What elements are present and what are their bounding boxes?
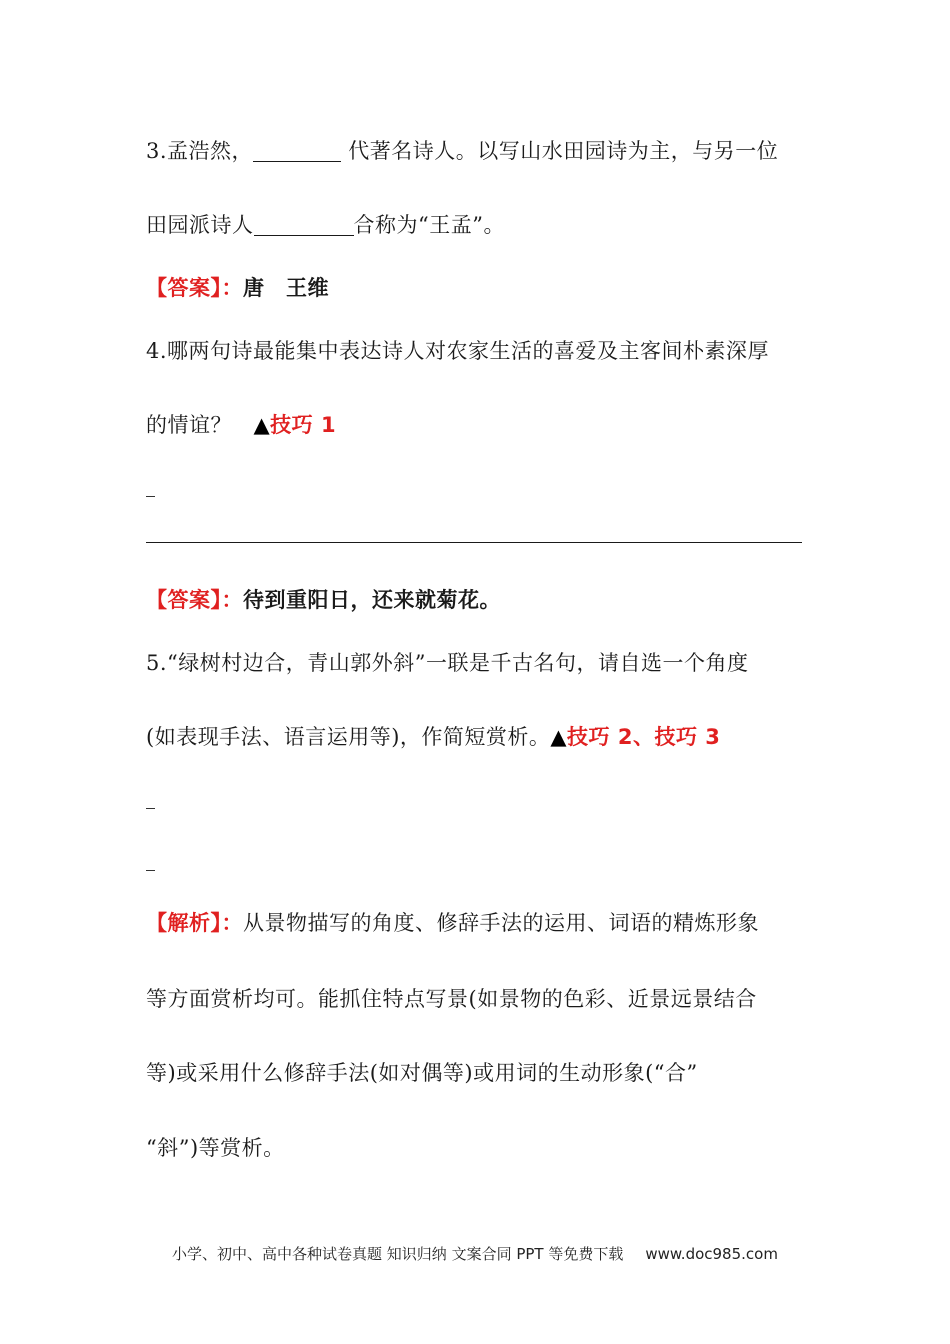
q4-line1: 4.哪两句诗最能集中表达诗人对农家生活的喜爱及主客间朴素深厚	[146, 339, 770, 363]
answer-text: 唐 王维	[243, 276, 329, 300]
q3-mid: 代著名诗人。以写山水田园诗为主，与另一位	[341, 139, 779, 163]
q3-line2	[146, 210, 505, 240]
q4-line2-text: 的情谊？	[146, 413, 254, 437]
q3-line1	[146, 136, 778, 166]
analysis-text: 从景物描写的角度、修辞手法的运用、词语的精炼形象	[243, 911, 759, 935]
q4-skill: 技巧 1	[270, 413, 337, 437]
q5-analysis-line2: 等方面赏析均可。能抓住特点写景(如景物的色彩、近景远景结合	[146, 987, 757, 1011]
q5-analysis-line1	[146, 908, 759, 938]
q5-line1: 5.“绿树村边合，青山郭外斜”一联是千古名句，请自选一个角度	[146, 651, 749, 675]
q5-line2	[146, 722, 720, 752]
footer-text: 小学、初中、高中各种试卷真题 知识归纳 文案合同 PPT 等免费下载	[172, 1245, 624, 1263]
q5-line2-text: (如表现手法、语言运用等)，作简短赏析。	[146, 725, 551, 749]
q5-analysis-line3: 等)或采用什么修辞手法(如对偶等)或用词的生动形象(“合”	[146, 1061, 698, 1085]
q5-skill: 技巧 2、技巧 3	[567, 725, 721, 749]
triangle-icon: ▲	[550, 725, 568, 749]
q3-prefix: 3.孟浩然，	[146, 139, 254, 163]
q3-blank-poet[interactable]	[254, 213, 354, 236]
page-footer	[0, 1243, 950, 1264]
q3-blank-dynasty[interactable]	[253, 139, 341, 162]
answer-label: 【答案】：	[146, 588, 243, 612]
q4-answer-blank-start	[146, 496, 155, 497]
footer-url[interactable]: www.doc985.com	[645, 1245, 778, 1263]
q5-analysis-line4: “斜”)等赏析。	[146, 1136, 285, 1160]
q3-answer	[146, 273, 329, 303]
q5-answer-blank-1[interactable]	[146, 808, 155, 809]
q4-answer-line[interactable]	[146, 542, 802, 543]
q3-line2-start: 田园派诗人	[146, 213, 254, 237]
answer-label: 【答案】：	[146, 276, 243, 300]
analysis-label: 【解析】：	[146, 911, 243, 935]
q4-line2	[146, 410, 336, 440]
q5-answer-blank-2[interactable]	[146, 870, 155, 871]
q4-answer	[146, 585, 501, 615]
answer-text: 待到重阳日，还来就菊花。	[243, 588, 501, 612]
q3-line2-end: 合称为“王孟”。	[353, 213, 505, 237]
triangle-icon: ▲	[253, 413, 271, 437]
